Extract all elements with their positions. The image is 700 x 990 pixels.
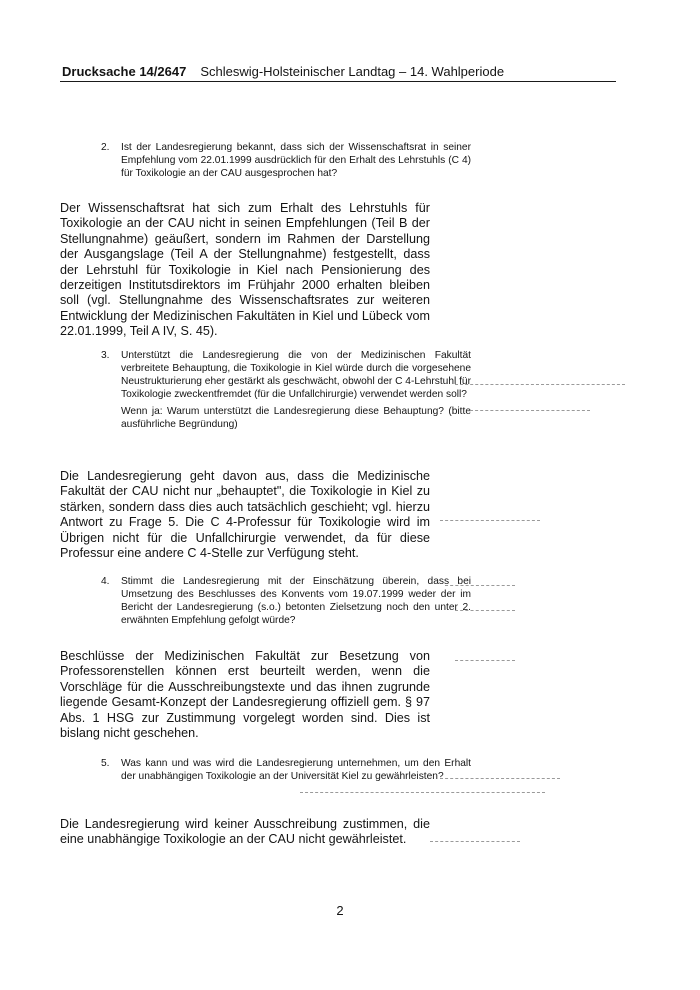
question-number: 4.: [101, 576, 110, 587]
drucksache-number: Drucksache 14/2647: [62, 64, 187, 79]
scan-artifact: [430, 841, 520, 842]
question-2: [101, 142, 471, 181]
parliament-title: Schleswig-Holsteinischer Landtag – 14. Wahlperiode: [200, 64, 505, 79]
scan-artifact: [440, 520, 540, 521]
question-text: Was kann und was wird die Landesregierung unternehmen, um den Erhalt der unabhängigen Toxikologie an der Universität Kiel zu gewährleisten?: [121, 758, 471, 782]
question-number: 2.: [101, 142, 110, 153]
question-text: Unterstützt die Landesregierung die von der Medizinischen Fakultät verbreitete Behauptung, die Toxikologie in Kiel würde durch die vorgesehene Neustrukturierung eher gestärkt als geschwächt, obwohl der C 4-Lehrstuhl für Toxikologie zweckentfremdet (für die Unfallchirurgie) verwendet werden soll?: [121, 350, 471, 400]
answer-3: Die Landesregierung geht davon aus, dass die Medizinische Fakultät der CAU nicht nur „behauptet", die Toxikologie in Kiel zu stärken, sondern dass dies auch tatsächlich geschieht; vgl. hierzu Antwort zu Frage 5. Die C 4-Professur für Toxikologie wird im Übrigen nicht für die Unfallchirurgie verwendet, da für diese Professur eine andere C 4-Stelle zur Verfügung steht.: [60, 469, 430, 561]
scan-artifact: [470, 410, 590, 411]
question-5: [101, 758, 471, 784]
question-number: 3.: [101, 350, 110, 361]
question-4: [101, 576, 471, 628]
answer-4: Beschlüsse der Medizinischen Fakultät zur Besetzung von Professorenstellen können erst beurteilt werden, wenn die Vorschläge für die Ausschreibungstexte und das ihnen zugrunde liegende Gesamt-Konzept der Landesregierung offiziell gem. § 97 Abs. 1 HSG zur Zustimmung vorgelegt worden sind. Dies ist bislang nicht geschehen.: [60, 649, 430, 741]
answer-2: Der Wissenschaftsrat hat sich zum Erhalt des Lehrstuhls für Toxikologie an der CAU nicht in seinen Empfehlungen (Teil B der Stellungnahme) geäußert, sondern im Rahmen der Darstellung der Ausgangslage (Teil A der Stellungnahme) festgestellt, dass der Lehrstuhl für Toxikologie in Kiel nach Pensionierung des derzeitigen Institutsdirektors im Frühjahr 2000 erhalten bleiben soll (vgl. Stellungnahme des Wissenschaftsrates zur weiteren Entwicklung der Medizinischen Fakultäten in Kiel und Lübeck vom 22.01.1999, Teil A IV, S. 45).: [60, 201, 430, 339]
question-number: 5.: [101, 758, 110, 769]
answer-5: Die Landesregierung wird keiner Ausschreibung zustimmen, die eine unabhängige Toxikologie an der CAU nicht gewährleistet.: [60, 817, 430, 847]
page-number: 2: [336, 903, 344, 918]
question-text: Stimmt die Landesregierung mit der Einschätzung überein, dass bei Umsetzung des Beschlusses des Konvents vom 19.07.1999 weder der im Bericht der Landesregierung (s.o.) betonten Zielsetzung noch den unter 2. erwähnten Empfehlung gefolgt würde?: [121, 576, 471, 626]
scan-artifact: [455, 610, 515, 611]
scan-artifact: [445, 585, 515, 586]
page-header: [62, 64, 614, 79]
scan-artifact: [455, 660, 515, 661]
question-text: Ist der Landesregierung bekannt, dass sich der Wissenschaftsrat in seiner Empfehlung vom 22.01.1999 ausdrücklich für den Erhalt des Lehrstuhls (C 4) für Toxikologie an der CAU ausgesprochen hat?: [121, 142, 471, 179]
scan-artifact: [455, 384, 625, 385]
question-followup: Wenn ja: Warum unterstützt die Landesregierung diese Behauptung? (bitte ausführliche Begründung): [121, 405, 471, 430]
question-3: [101, 350, 471, 431]
scan-artifact: [440, 778, 560, 779]
header-rule: [60, 81, 616, 82]
scan-artifact: [300, 792, 545, 793]
